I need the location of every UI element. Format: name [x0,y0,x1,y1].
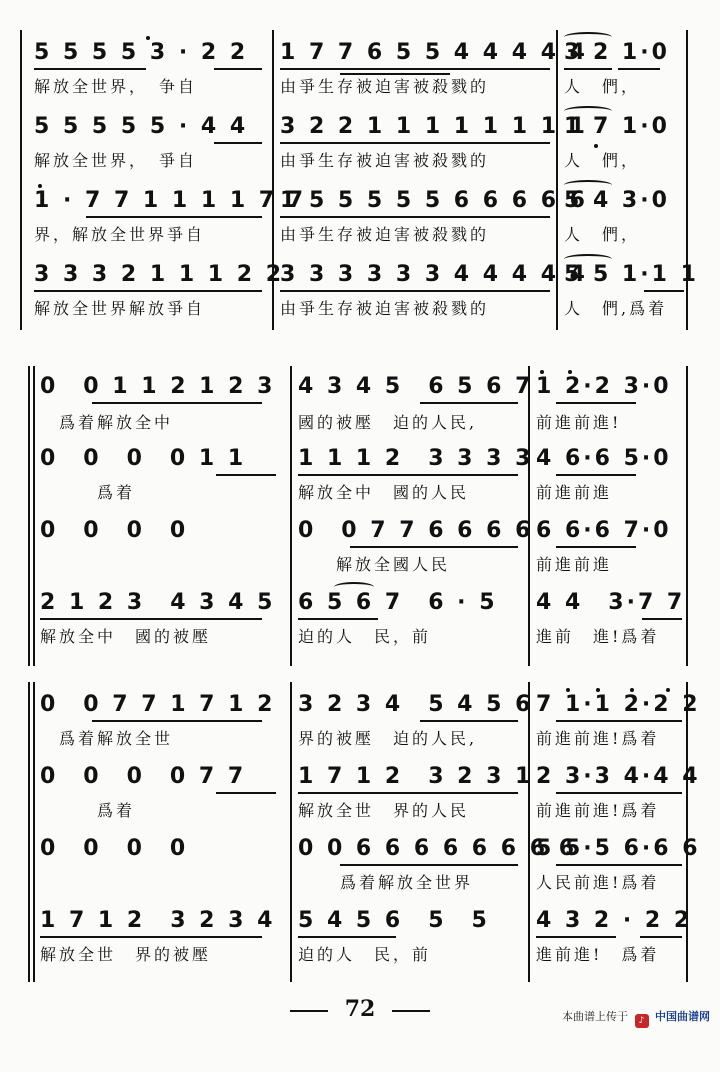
notation-row [0,38,720,68]
measure-notes: 0 0 0 0 [40,836,189,861]
beam [556,474,636,476]
beam [298,936,396,938]
measure-lyrics: 爲着解放全世界 [340,873,474,892]
beam [640,936,682,938]
beam [92,720,262,722]
notation-row [0,260,720,290]
measure-lyrics: 進前 進!爲着 [536,627,660,646]
slur [564,254,612,264]
octave-dot [146,36,150,40]
lyrics-row [0,552,720,578]
measure-notes: 1 2·2 3·0 [536,374,672,399]
measure-notes: 3 3 3 2 1 1 1 2 2 [34,262,285,287]
source-brand: 中国曲谱网 [655,1010,710,1023]
measure-lyrics: 爲着 [40,483,136,502]
beam [298,474,518,476]
measure-lyrics: 由爭生存被迫害被殺戮的 [280,151,490,170]
measure-lyrics: 解放全世界解放爭自 [34,299,206,318]
measure-lyrics: 迫的人 民，前 [298,627,432,646]
lyrics-row [0,870,720,896]
measure-notes: 2 1 2 3 4 3 4 5 [40,590,276,615]
lyrics-row [0,624,720,650]
measure-notes: 5 5 1·1 1 [564,262,699,287]
measure-lyrics: 爲着解放全中 [40,413,174,432]
measure-lyrics: 前進前進! [536,413,622,432]
lyrics-row [0,798,720,824]
lyrics-row [0,148,720,174]
beam [350,546,518,548]
beam [214,142,262,144]
lyrics-row [0,296,720,322]
source-watermark [562,1008,710,1028]
page-footer [0,992,720,1026]
measure-lyrics: 人 們， [564,225,641,244]
beam [216,792,276,794]
measure-notes: 3 2 3 4 5 4 5 6 [298,692,534,717]
notation-row [0,690,720,720]
lyrics-row [0,480,720,506]
measure-lyrics: 解放全國人民 [298,555,451,574]
measure-lyrics: 前進前進!爲着 [536,729,660,748]
measure-lyrics: 解放全中 國的被壓 [40,627,212,646]
beam [34,68,146,70]
beam [556,864,682,866]
beam [280,142,550,144]
notation-row [0,906,720,936]
page-number-rule-right [392,1010,430,1012]
notation-row [0,186,720,216]
measure-notes: 1 7 1·0 [564,114,670,139]
measure-notes: 0 0 7 7 6 6 6 6 [298,518,534,543]
measure-notes: 0 0 7 7 1 7 1 2 [40,692,276,717]
measure-lyrics: 爲着 [40,801,136,820]
page-number: 72 [344,996,376,1022]
lyrics-row [0,410,720,436]
measure-lyrics: 由爭生存被迫害被殺戮的 [280,299,490,318]
beam [536,936,616,938]
octave-dot [540,370,544,374]
beam [556,402,636,404]
measure-notes: 1 7 1 2 3 2 3 4 [40,908,276,933]
slur [564,32,612,42]
measure-lyrics: 迫的人 民，前 [298,945,432,964]
measure-lyrics: 前進前進 [536,483,613,502]
beam [40,618,262,620]
measure-notes: 1 · 7 7 1 1 1 1 7 7 [34,188,307,213]
beam [556,792,682,794]
lyrics-row [0,942,720,968]
beam [618,68,660,70]
beam [644,290,684,292]
measure-lyrics: 由爭生存被迫害被殺戮的 [280,225,490,244]
measure-lyrics: 解放全中 國的人民 [298,483,470,502]
measure-lyrics: 由爭生存被迫害被殺戮的 [280,77,490,96]
measure-notes: 0 0 0 0 1 1 [40,446,247,471]
beam [92,402,262,404]
measure-lyrics: 人 們， [564,151,641,170]
beam [298,618,378,620]
measure-lyrics: 前進前進 [536,555,613,574]
measure-lyrics: 界，解放全世界爭自 [34,225,206,244]
measure-notes: 3 3 3 3 3 3 4 4 4 4 4 [280,262,588,287]
measure-notes: 0 0 0 0 7 7 [40,764,247,789]
lyrics-row [0,74,720,100]
measure-lyrics: 解放全世界， 争自 [34,77,198,96]
octave-dot [666,688,670,692]
measure-notes: 2 3·3 4·4 4 [536,764,701,789]
notation-row [0,834,720,864]
lyrics-row [0,726,720,752]
beam [298,792,518,794]
source-text: 本曲谱上传于 [562,1010,628,1023]
measure-lyrics: 國的被壓 迫的人民, [298,413,478,432]
score-system-2 [0,366,720,666]
notation-row [0,112,720,142]
score-system-3 [0,682,720,982]
measure-lyrics: 前進前進!爲着 [536,801,660,820]
measure-notes: 5 4 3·0 [564,188,670,213]
notation-row [0,762,720,792]
octave-dot [630,688,634,692]
measure-notes: 0 0 6 6 6 6 6 6 6 6 [298,836,578,861]
octave-dot [566,688,570,692]
measure-notes: 4 3 4 5 6 5 6 7 [298,374,534,399]
beam [556,546,636,548]
measure-lyrics: 解放全世 界的人民 [298,801,470,820]
measure-lyrics: 爲着解放全世 [40,729,174,748]
beam [280,290,550,292]
measure-lyrics: 人 們， [564,77,641,96]
beam [216,474,276,476]
slur [334,582,374,592]
beam [280,216,550,218]
music-note-icon: ♪ [635,1014,649,1028]
beam [340,864,518,866]
measure-notes: 7 1·1 2·2 2 [536,692,701,717]
beam [642,618,682,620]
beam [40,936,262,938]
beam [564,68,612,70]
lyrics-row [0,222,720,248]
measure-notes: 3 2 1·0 [564,40,670,65]
beam [34,290,262,292]
measure-lyrics: 進前進! 爲着 [536,945,660,964]
beam [214,68,262,70]
measure-notes: 1 5 5 5 5 5 6 6 6 6 6 [280,188,588,213]
notation-row [0,588,720,618]
measure-notes: 1 7 7 6 5 5 4 4 4 4 4 [280,40,588,65]
measure-notes: 4 6·6 5·0 [536,446,672,471]
measure-notes: 5 4 5 6 5 5 [298,908,490,933]
octave-dot [38,184,42,188]
measure-lyrics: 解放全世 界的被壓 [40,945,212,964]
measure-notes: 4 3 2 · 2 2 [536,908,693,933]
octave-dot [568,370,572,374]
measure-lyrics: 界的被壓 迫的人民, [298,729,478,748]
beam [420,720,518,722]
measure-lyrics: 解放全世界， 爭自 [34,151,198,170]
measure-notes: 5 5 5 5 3 · 2 2 [34,40,249,65]
beam [86,216,262,218]
measure-notes: 3 2 2 1 1 1 1 1 1 1 1 [280,114,588,139]
octave-dot [596,688,600,692]
slur [564,180,612,190]
measure-notes: 6 6·6 7·0 [536,518,672,543]
measure-notes: 5 5 5 5 5 · 4 4 [34,114,249,139]
measure-notes: 5 5·5 6·6 6 [536,836,701,861]
beam [420,402,518,404]
beam [280,68,550,70]
measure-notes: 4 4 3·7 7 [536,590,686,615]
measure-notes: 0 0 1 1 2 1 2 3 [40,374,276,399]
score-system-1 [0,30,720,330]
measure-lyrics: 人民前進!爲着 [536,873,660,892]
slur [564,106,612,116]
beam [556,720,682,722]
measure-notes: 0 0 0 0 [40,518,189,543]
measure-lyrics: 人 們,爲着 [564,299,668,318]
notation-row [0,516,720,546]
measure-notes: 1 7 1 2 3 2 3 1 [298,764,534,789]
notation-row [0,444,720,474]
measure-notes: 6 5 6 7 6 · 5 [298,590,498,615]
measure-notes: 1 1 1 2 3 3 3 3 [298,446,534,471]
notation-row [0,372,720,402]
